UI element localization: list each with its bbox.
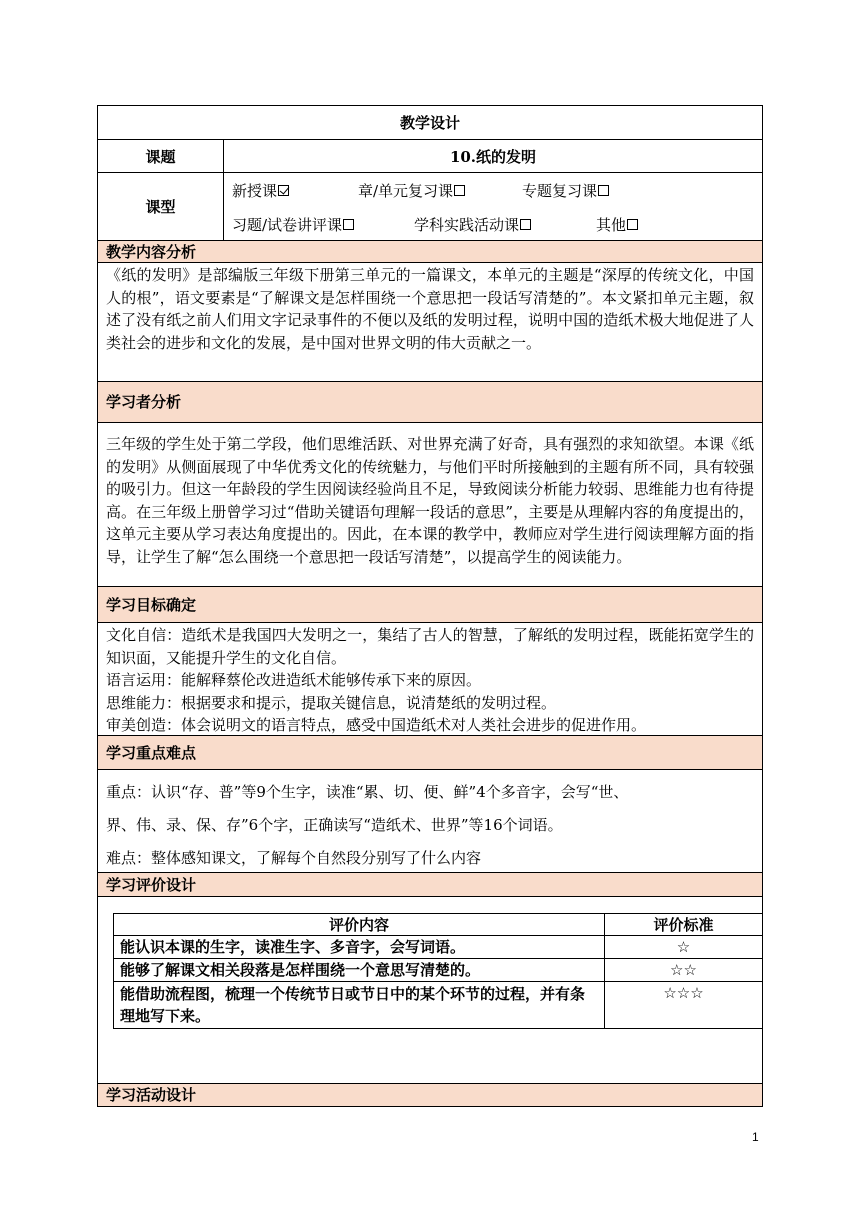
table-row [114,959,763,982]
table-row [114,982,763,1029]
header-content: 评价内容 [114,914,605,936]
option-label: 学科实践活动课 [414,215,520,234]
activity-heading: 学习活动设计 [98,1084,762,1106]
option-other[interactable] [596,214,638,235]
key-points-heading: 学习重点难点 [98,736,762,770]
option-practice-activity[interactable] [414,214,596,235]
topic-label: 课题 [98,140,224,172]
lesson-type-options [224,173,762,240]
learner-analysis-paragraph: 三年级的学生处于第二学段，他们思维活跃、对世界充满了好奇，具有强烈的求知欲望。本课《纸的发明》从侧面展现了中华优秀文化的传统魅力，与他们平时所接触到的主题有所不同，具有较强的吸引力。但这一年龄段的学生因阅读经验尚且不足，导致阅读分析能力较弱、思维能力也有待提高。在三年级上册曾学习过“借助关键语句理解一段话的意思”，主要是从理解内容的角度提出的，这单元主要从学习表达角度提出的。因此，在本课的教学中，教师应对学生进行阅读理解方面的指导，让学生了解“怎么围绕一个意思把一段话写清楚”，以提高学生的阅读能力。 [106,435,754,566]
header-standard: 评价标准 [605,914,763,936]
checkbox-icon[interactable] [627,219,638,230]
option-label: 习题/试卷讲评课 [232,215,343,234]
evaluation-content: 能够了解课文相关段落是怎样围绕一个意思写清楚的。 [114,959,605,982]
checkbox-icon[interactable] [454,185,465,196]
evaluation-heading: 学习评价设计 [98,873,762,897]
objectives-list [98,623,762,736]
topic-row [98,140,762,173]
star-rating: ☆ [605,936,763,959]
evaluation-content: 能认识本课的生字，读准生字、多音字，会写词语。 [114,936,605,959]
lesson-type-line-1 [224,173,762,207]
evaluation-table [113,913,763,1029]
difficulty-line: 难点：整体感知课文，了解每个自然段分别写了什么内容 [106,849,482,867]
checked-box-icon[interactable] [278,185,289,196]
star-rating: ☆☆ [605,959,763,982]
content-analysis-text [98,263,762,382]
evaluation-section [98,897,762,1084]
learner-analysis-text [98,423,762,587]
focus-line: 重点：认识“存、普”等9个生字，读准“累、切、便、鲜”4个多音字，会写“世、 [106,783,629,801]
lesson-type-line-2 [224,207,762,241]
checkbox-icon[interactable] [520,219,531,230]
checkbox-icon[interactable] [598,185,609,196]
option-new-lesson[interactable] [232,180,358,201]
learner-analysis-heading: 学习者分析 [98,382,762,423]
objective-item: 审美创造：体会说明文的语言特点，感受中国造纸术对人类社会进步的促进作用。 [106,716,647,734]
evaluation-content: 能借助流程图，梳理一个传统节日或节日中的某个环节的过程，并有条理地写下来。 [114,982,605,1029]
objective-item: 思维能力：根据要求和提示，提取关键信息，说清楚纸的发明过程。 [106,693,557,712]
option-label: 其他 [596,215,627,234]
table-row [114,936,763,959]
document-title: 教学设计 [98,106,762,140]
lesson-type-row [98,173,762,241]
option-topic-review[interactable] [522,180,609,201]
content-analysis-paragraph: 《纸的发明》是部编版三年级下册第三单元的一篇课文，本单元的主题是“深厚的传统文化，中国人的根”，语文要素是“了解课文是怎样围绕一个意思把一段话写清楚的”。本文紧扣单元主题，叙述了没有纸之前人们用文字记录事件的不便以及纸的发明过程，说明中国的造纸术极大地促进了人类社会的进步和文化的发展，是中国对世界文明的伟大贡献之一。 [106,266,754,352]
objective-item: 语言运用：能解释蔡伦改进造纸术能够传承下来的原因。 [106,671,482,689]
content-analysis-heading: 教学内容分析 [98,241,762,263]
option-exercise-review[interactable] [232,214,414,235]
evaluation-header-row [114,914,763,936]
topic-value: 10.纸的发明 [449,147,537,166]
lesson-plan-table [97,105,763,1107]
option-label: 专题复习课 [522,181,598,200]
lesson-type-label: 课型 [98,173,224,240]
page-number: 1 [752,1130,759,1144]
option-label: 新授课 [232,181,278,200]
checkbox-icon[interactable] [343,219,354,230]
option-label: 章/单元复习课 [358,181,454,200]
focus-line: 界、伟、录、保、存”6个字，正确读写“造纸术、世界”等16个词语。 [106,816,563,834]
objectives-heading: 学习目标确定 [98,587,762,623]
objective-item: 文化自信：造纸术是我国四大发明之一，集结了古人的智慧，了解纸的发明过程，既能拓宽学生的知识面，又能提升学生的文化自信。 [106,626,754,667]
option-unit-review[interactable] [358,180,522,201]
star-rating: ☆☆☆ [605,982,763,1029]
key-points-text [98,770,762,873]
